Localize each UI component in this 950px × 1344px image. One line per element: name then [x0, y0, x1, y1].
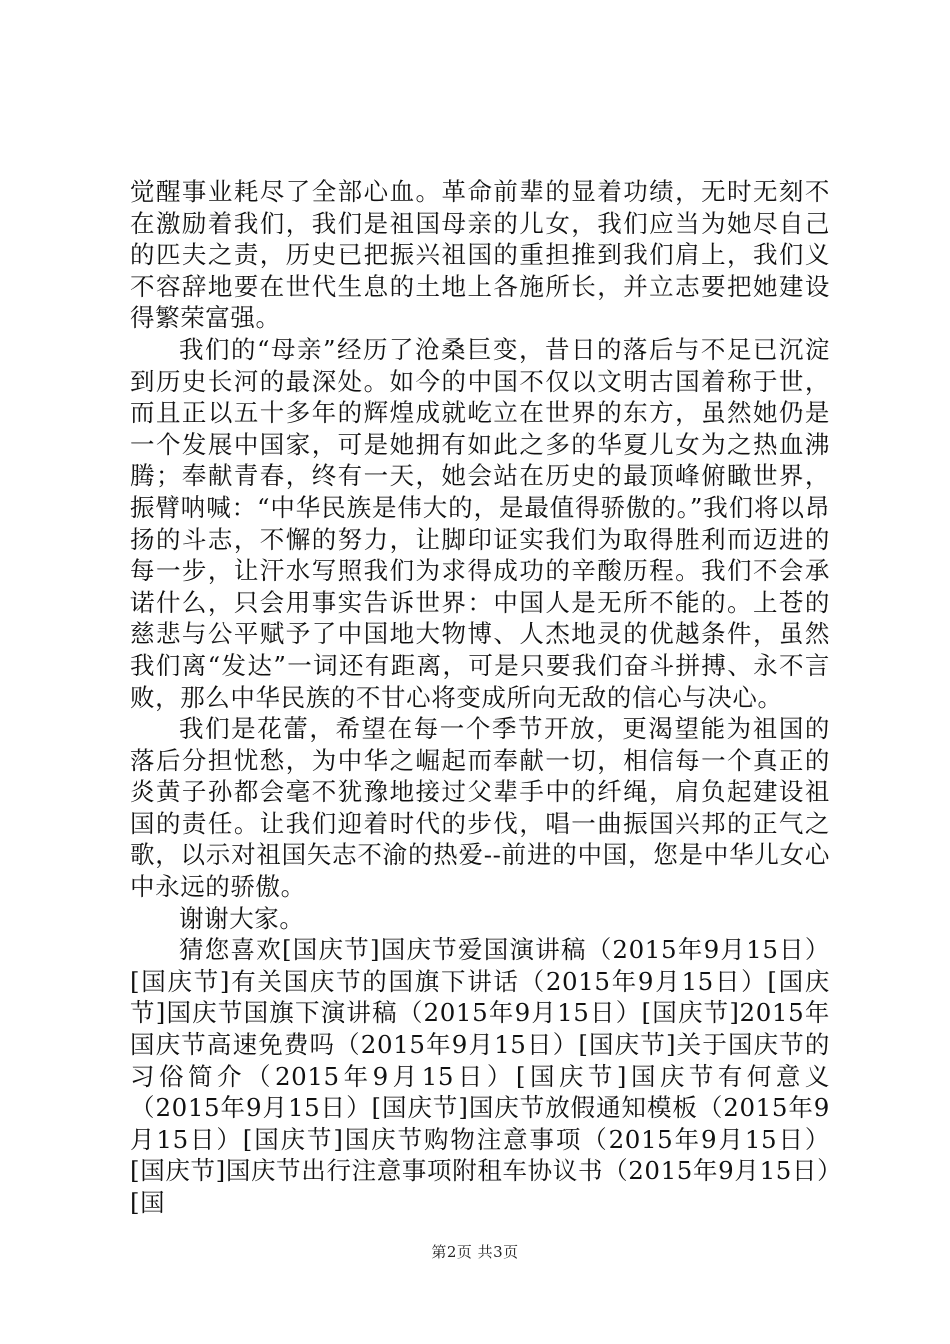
paragraph-continuation: 觉醒事业耗尽了全部心血。革命前辈的显着功绩，无时无刻不在激励着我们，我们是祖国母亲的儿女，我们应当为她尽自己的匹夫之责，历史已把振兴祖国的重担推到我们肩上，我们义不容辞地要在世代生息的土地上各施所长，并立志要把她建设得繁荣富强。	[130, 177, 830, 333]
paragraph-related-links: 猜您喜欢[国庆节]国庆节爱国演讲稿（2015年9月15日）[国庆节]有关国庆节的国旗下讲话（2015年9月15日）[国庆节]国庆节国旗下演讲稿（2015年9月15日）[国庆节]2015年国庆节高速免费吗（2015年9月15日）[国庆节]关于国庆节的习俗简介（2015年9月15日）[国庆节]国庆节有何意义（2015年9月15日）[国庆节]国庆节放假通知模板（2015年9月15日）[国庆节]国庆节购物注意事项（2015年9月15日）[国庆节]国庆节出行注意事项附租车协议书（2015年9月15日）[国	[130, 935, 830, 1217]
page-number-footer: 第2页 共3页	[431, 1243, 519, 1261]
paragraph-thanks: 谢谢大家。	[179, 903, 305, 933]
paragraph-flower-bud: 我们是花蕾，希望在每一个季节开放，更渴望能为祖国的落后分担忧愁，为中华之崛起而奉献一切，相信每一个真正的炎黄子孙都会毫不犹豫地接过父辈手中的纤绳，肩负起建设祖国的责任。让我们迎着时代的步伐，唱一曲振国兴邦的正气之歌，以示对祖国矢志不渝的热爱--前进的中国，您是中华儿女心中永远的骄傲。	[130, 714, 830, 902]
paragraph-mother: 我们的“母亲”经历了沧桑巨变，昔日的落后与不足已沉淀到历史长河的最深处。如今的中国不仅以文明古国着称于世，而且正以五十多年的辉煌成就屹立在世界的东方，虽然她仍是一个发展中国家，可是她拥有如此之多的华夏儿女为之热血沸腾；奉献青春，终有一天，她会站在历史的最顶峰俯瞰世界，振臂呐喊：“中华民族是伟大的，是最值得骄傲的。”我们将以昂扬的斗志，不懈的努力，让脚印证实我们为取得胜利而迈进的每一步，让汗水写照我们为求得成功的辛酸历程。我们不会承诺什么，只会用事实告诉世界：中国人是无所不能的。上苍的慈悲与公平赋予了中国地大物博、人杰地灵的优越条件，虽然我们离“发达”一词还有距离，可是只要我们奋斗拼搏、永不言败，那么中华民族的不甘心将变成所向无敌的信心与决心。	[130, 334, 830, 712]
document-body	[130, 176, 830, 1219]
